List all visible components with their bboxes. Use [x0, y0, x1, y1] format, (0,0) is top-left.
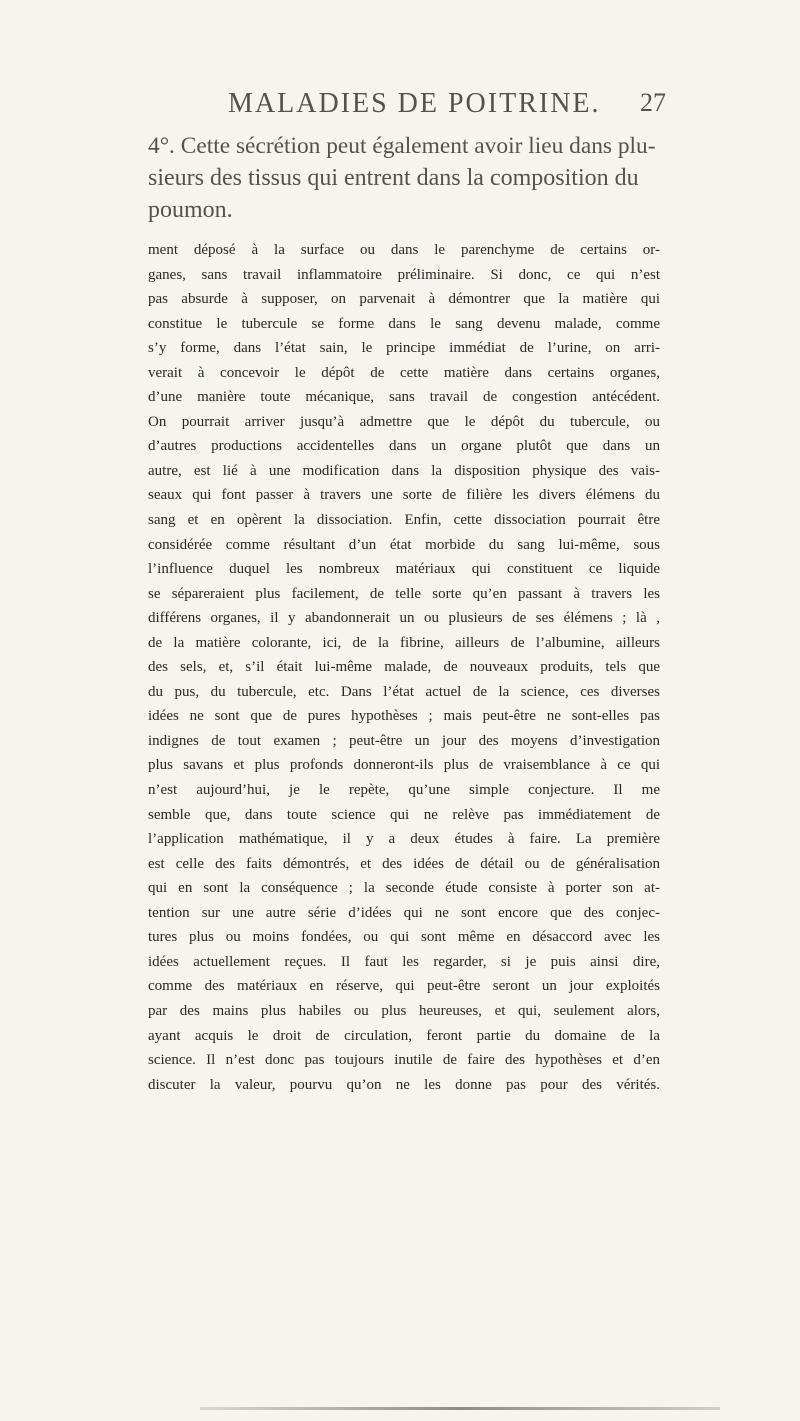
text-line: s’y forme, dans l’état sain, le principe immédiat de l’urine, on arri- — [148, 340, 660, 357]
text-line: qui en sont la conséquence ; la seconde étude consiste à porter son at- — [148, 880, 660, 897]
text-line: tures plus ou moins fondées, ou qui sont même en désaccord avec les — [148, 929, 660, 946]
running-head — [0, 88, 800, 124]
text-line: ganes, sans travail inflammatoire préliminaire. Si donc, ce qui n’est — [148, 266, 660, 283]
text-line: seaux qui font passer à travers une sorte de filière les divers élémens du — [148, 487, 660, 504]
text-line: ayant acquis le droit de circulation, feront partie du domaine de la — [148, 1027, 660, 1044]
text-line: science. Il n’est donc pas toujours inutile de faire des hypothèses et d’en — [148, 1052, 660, 1069]
running-head-title: MALADIES DE POITRINE. — [228, 88, 601, 119]
text-line: d’autres productions accidentelles dans un organe plutôt que dans un — [148, 438, 660, 455]
intro-line: 4°. Cette sécrétion peut également avoir lieu dans plu- — [148, 133, 656, 159]
text-line: l’application mathématique, il y a deux études à faire. La première — [148, 831, 660, 848]
text-line: considérée comme résultant d’un état morbide du sang lui-même, sous — [148, 536, 660, 553]
text-line: verait à concevoir le dépôt de cette matière dans certains organes, — [148, 364, 660, 381]
intro-paragraph — [148, 130, 656, 226]
text-line: par des mains plus habiles ou plus heureuses, et qui, seulement alors, — [148, 1002, 660, 1019]
intro-line: sieurs des tissus qui entrent dans la composition du — [148, 165, 639, 191]
text-line: est celle des faits démontrés, et des idées de détail ou de généralisation — [148, 855, 660, 872]
text-line: sang et en opèrent la dissociation. Enfin, cette dissociation pourrait être — [148, 512, 660, 529]
text-line: idées actuellement reçues. Il faut les regarder, si je puis ainsi dire, — [148, 953, 660, 970]
text-line: discuter la valeur, pourvu qu’on ne les donne pas pour des vérités. — [148, 1076, 660, 1093]
text-line: l’influence duquel les nombreux matériaux qui constituent ce liquide — [148, 561, 660, 578]
text-line: autre, est lié à une modification dans la disposition physique des vais- — [148, 462, 660, 479]
text-line: On pourrait arriver jusqu’à admettre que le dépôt du tubercule, ou — [148, 413, 660, 430]
text-line: du pus, du tubercule, etc. Dans l’état actuel de la science, ces diverses — [148, 683, 660, 700]
text-line: comme des matériaux en réserve, qui peut-être seront un jour exploités — [148, 978, 660, 995]
text-line: n’est aujourd’hui, je le repète, qu’une simple conjecture. Il me — [148, 782, 660, 799]
text-line: constitue le tubercule se forme dans le sang devenu malade, comme — [148, 315, 660, 332]
page-number: 27 — [640, 88, 666, 117]
text-line: des sels, et, s’il était lui-même malade, de nouveaux produits, tels que — [148, 659, 660, 676]
text-line: pas absurde à supposer, on parvenait à démontrer que la matière qui — [148, 291, 660, 308]
text-line: semble que, dans toute science qui ne relève pas immédiatement de — [148, 806, 660, 823]
text-line: d’une manière toute mécanique, sans travail de congestion antécédent. — [148, 389, 660, 406]
text-line: ment déposé à la surface ou dans le parenchyme de certains or- — [148, 242, 660, 258]
body-paragraph — [148, 238, 660, 1097]
text-line: de la matière colorante, ici, de la fibrine, ailleurs de l’albumine, ailleurs — [148, 634, 660, 651]
text-line: idées ne sont que de pures hypothèses ; mais peut-être ne sont-elles pas — [148, 708, 660, 725]
bottom-rule — [200, 1407, 720, 1410]
text-line: plus savans et plus profonds donneront-ils plus de vraisemblance à ce qui — [148, 757, 660, 774]
text-line: se sépareraient plus facilement, de telle sorte qu’en passant à travers les — [148, 585, 660, 602]
text-line: indignes de tout examen ; peut-être un jour des moyens d’investigation — [148, 732, 660, 749]
text-line: différens organes, il y abandonnerait un ou plusieurs de ses élémens ; là , — [148, 610, 660, 627]
intro-line: poumon. — [148, 197, 233, 223]
text-line: tention sur une autre série d’idées qui ne sont encore que des conjec- — [148, 904, 660, 921]
